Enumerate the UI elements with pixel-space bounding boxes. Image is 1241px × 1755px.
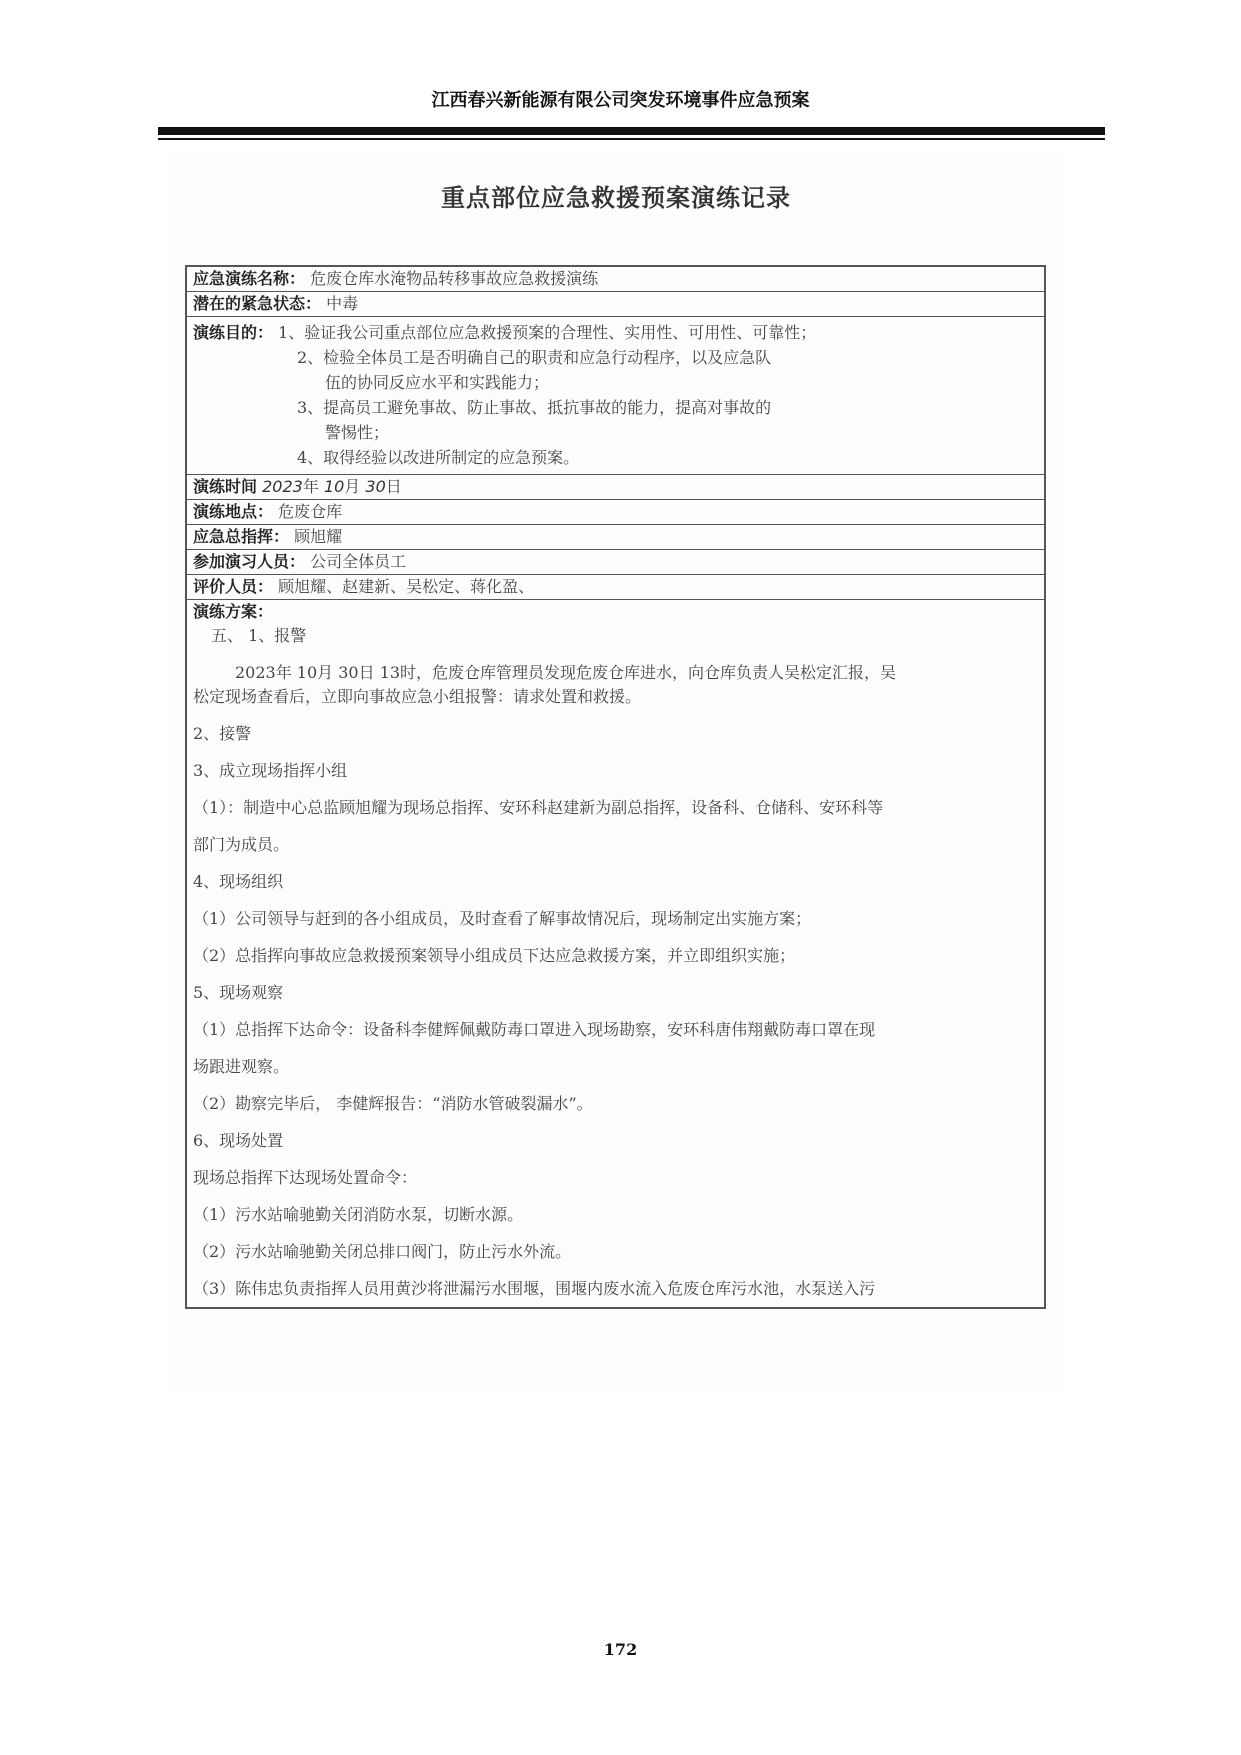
plan-site-disposal: 6、现场处置 <box>193 1131 284 1150</box>
plan-site-observation-1-cont: 场跟进观察。 <box>193 1057 290 1076</box>
plan-label: 演练方案： <box>193 602 274 621</box>
drill-time-month: 10 <box>323 477 345 496</box>
purpose-item-1: 1、验证我公司重点部位应急救援预案的合理性、实用性、可用性、可靠性； <box>278 323 817 342</box>
location-label: 演练地点： <box>193 502 274 521</box>
plan-alarm-text-2: 松定现场查看后，立即向事故应急小组报警：请求处置和救援。 <box>193 687 642 706</box>
row-purpose <box>187 317 1044 475</box>
drill-time-day: 30 <box>365 477 386 496</box>
location-value: 危废仓库 <box>278 502 343 521</box>
plan-site-organization: 4、现场组织 <box>193 872 284 891</box>
drill-name-value: 危废仓库水淹物品转移事故应急救援演练 <box>310 269 599 288</box>
plan-disposal-3: （3）陈伟忠负责指挥人员用黄沙将泄漏污水围堰，围堰内废水流入危废仓库污水池，水泵送入污 <box>193 1279 876 1298</box>
drill-time-day-unit: 日 <box>385 477 402 496</box>
plan-command-group: 3、成立现场指挥小组 <box>193 761 348 780</box>
plan-section-alarm: 五、 1、报警 <box>211 626 307 645</box>
row-commander <box>187 525 1044 550</box>
purpose-item-2: 2、检验全体员工是否明确自己的职责和应急行动程序，以及应急队 <box>297 348 772 367</box>
purpose-item-4: 4、取得经验以改进所制定的应急预案。 <box>297 448 580 467</box>
form-title: 重点部位应急救援预案演练记录 <box>441 183 791 212</box>
row-drill-time <box>187 475 1044 500</box>
emergency-state-value: 中毒 <box>326 294 359 313</box>
drill-record-table <box>185 265 1046 1309</box>
participants-label: 参加演习人员： <box>193 552 306 571</box>
purpose-item-3-cont: 警惕性； <box>325 423 390 442</box>
drill-time-year-unit: 年 <box>302 477 319 496</box>
plan-alarm-text-1: 2023年 10月 30日 13时，危废仓库管理员发现危废仓库进水，向仓库负责人吴松定汇报，吴 <box>235 663 897 682</box>
purpose-label: 演练目的： <box>193 323 274 342</box>
commander-label: 应急总指挥： <box>193 527 290 546</box>
purpose-item-2-cont: 伍的协同反应水平和实践能力； <box>325 373 550 392</box>
row-emergency-state <box>187 292 1044 317</box>
commander-value: 顾旭耀 <box>294 527 343 546</box>
plan-site-observation: 5、现场观察 <box>193 983 284 1002</box>
plan-receive-alarm: 2、接警 <box>193 724 252 743</box>
evaluators-value: 顾旭耀、赵建新、吴松定、蒋化盈、 <box>278 577 535 596</box>
plan-site-organization-1: （1）公司领导与赶到的各小组成员，及时查看了解事故情况后，现场制定出实施方案； <box>193 909 812 928</box>
row-drill-name <box>187 267 1044 292</box>
plan-site-organization-2: （2）总指挥向事故应急救援预案领导小组成员下达应急救援方案，并立即组织实施； <box>193 946 796 965</box>
row-evaluators <box>187 575 1044 600</box>
row-drill-plan <box>187 600 1044 1307</box>
drill-time-label: 演练时间 <box>193 477 258 496</box>
plan-disposal-order: 现场总指挥下达现场处置命令： <box>193 1168 418 1187</box>
plan-disposal-2: （2）污水站喻驰勤关闭总排口阀门，防止污水外流。 <box>193 1242 572 1261</box>
purpose-item-3: 3、提高员工避免事故、防止事故、抵抗事故的能力，提高对事故的 <box>297 398 772 417</box>
emergency-state-label: 潜在的紧急状态： <box>193 294 322 313</box>
row-location <box>187 500 1044 525</box>
header-rule-thick <box>158 127 1105 135</box>
participants-value: 公司全体员工 <box>310 552 407 571</box>
plan-disposal-1: （1）污水站喻驰勤关闭消防水泵，切断水源。 <box>193 1205 524 1224</box>
plan-site-observation-1: （1）总指挥下达命令：设备科李健辉佩戴防毒口罩进入现场勘察，安环科唐伟翔戴防毒口罩在现 <box>193 1020 876 1039</box>
drill-time-month-unit: 月 <box>344 477 361 496</box>
document-header-title: 江西春兴新能源有限公司突发环境事件应急预案 <box>431 90 810 111</box>
plan-command-group-1-cont: 部门为成员。 <box>193 835 290 854</box>
row-participants <box>187 550 1044 575</box>
drill-name-label: 应急演练名称： <box>193 269 306 288</box>
evaluators-label: 评价人员： <box>193 577 274 596</box>
plan-site-observation-2: （2）勘察完毕后， 李健辉报告：“消防水管破裂漏水”。 <box>193 1094 593 1113</box>
page-number: 172 <box>603 1640 638 1659</box>
plan-command-group-1: （1）：制造中心总监顾旭耀为现场总指挥、安环科赵建新为副总指挥，设备科、仓储科、安环科等 <box>193 798 884 817</box>
drill-time-year: 2023 <box>262 477 303 496</box>
header-rule-thin <box>158 138 1105 140</box>
